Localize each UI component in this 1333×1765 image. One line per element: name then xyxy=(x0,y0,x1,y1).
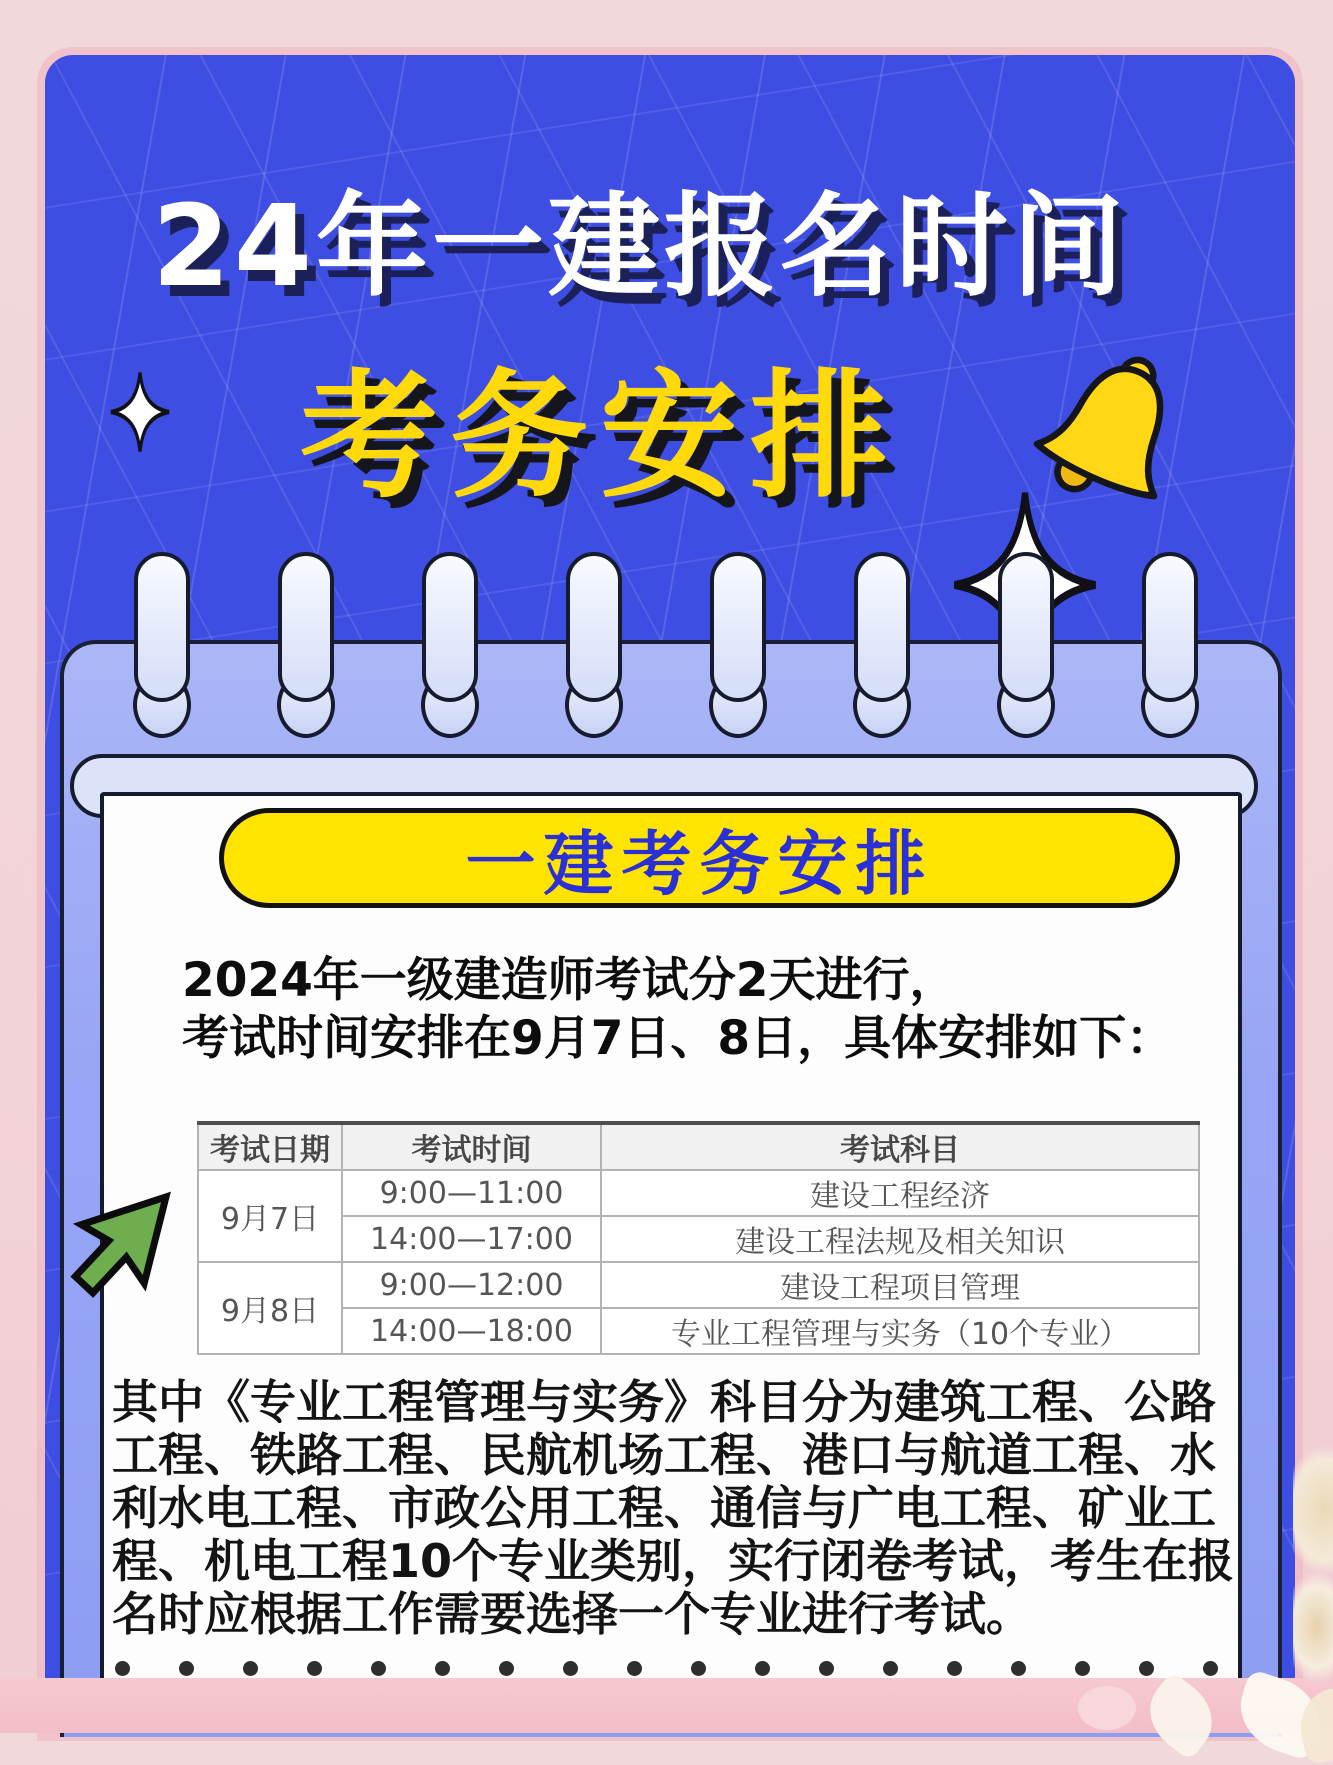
perforation-dot xyxy=(435,1661,450,1676)
perforation-dot xyxy=(627,1661,642,1676)
intro-text xyxy=(182,952,1222,1068)
cell-subject: 建设工程经济 xyxy=(601,1170,1199,1216)
perforation-dot xyxy=(819,1661,834,1676)
spiral-ring xyxy=(998,552,1056,742)
header-exam-subject: 考试科目 xyxy=(601,1123,1199,1170)
perforation-dot xyxy=(1203,1661,1218,1676)
perforation-dot xyxy=(1075,1661,1090,1676)
perforation-dot xyxy=(243,1661,258,1676)
perforation-dot xyxy=(883,1661,898,1676)
perforation-dot xyxy=(1011,1661,1026,1676)
spiral-ring xyxy=(710,552,768,742)
spiral-ring xyxy=(1142,552,1200,742)
perforation-dot xyxy=(499,1661,514,1676)
cell-time: 9:00—11:00 xyxy=(342,1170,601,1216)
perforation-dot xyxy=(563,1661,578,1676)
table-row xyxy=(198,1262,1199,1308)
spiral-ring xyxy=(278,552,336,742)
perforation-dot xyxy=(691,1661,706,1676)
spiral-ring xyxy=(854,552,912,742)
cell-time: 9:00—12:00 xyxy=(342,1262,601,1308)
perforation-dot xyxy=(371,1661,386,1676)
section-badge xyxy=(219,808,1180,908)
detail-paragraph: 其中《专业工程管理与实务》科目分为建筑工程、公路工程、铁路工程、民航机场工程、港口与航道工程、水利水电工程、市政公用工程、通信与广电工程、矿业工程、机电工程10个专业类别，实行闭卷考试，考生在报名时应根据工作需要选择一个专业进行考试。 xyxy=(112,1375,1235,1641)
poster-title-line1: 24年一建报名时间 xyxy=(152,182,1128,312)
perforation-dot xyxy=(947,1661,962,1676)
exam-schedule xyxy=(197,1121,1200,1355)
poster-title-line2: 考务安排 xyxy=(299,356,900,517)
cell-time: 14:00—17:00 xyxy=(342,1216,601,1262)
cell-subject: 专业工程管理与实务（10个专业） xyxy=(601,1308,1199,1354)
header-exam-date: 考试日期 xyxy=(198,1123,342,1170)
cell-subject: 建设工程项目管理 xyxy=(601,1262,1199,1308)
cell-date-day1: 9月7日 xyxy=(198,1170,342,1262)
table-row xyxy=(198,1216,1199,1262)
scallop-decor xyxy=(1078,1686,1136,1730)
exam-schedule-table xyxy=(197,1121,1200,1355)
sparkle-icon-small xyxy=(109,370,171,454)
spiral-ring xyxy=(422,552,480,742)
table-header-row xyxy=(198,1123,1199,1170)
table-row xyxy=(198,1308,1199,1354)
section-badge-label: 一建考务安排 xyxy=(465,822,934,905)
spiral-ring xyxy=(566,552,624,742)
perforation-dot xyxy=(1139,1661,1154,1676)
spiral-ring xyxy=(134,552,192,742)
flower-decor xyxy=(1293,1432,1333,1692)
header-exam-time: 考试时间 xyxy=(342,1123,601,1170)
perforation-dot xyxy=(755,1661,770,1676)
cell-subject: 建设工程法规及相关知识 xyxy=(601,1216,1199,1262)
perforation-dot xyxy=(179,1661,194,1676)
intro-line2: 考试时间安排在9月7日、8日，具体安排如下： xyxy=(182,1011,1174,1066)
intro-line1: 2024年一级建造师考试分2天进行， xyxy=(182,953,957,1008)
cell-date-day2: 9月8日 xyxy=(198,1262,342,1354)
cursor-arrow-icon xyxy=(48,1168,198,1318)
perforation-dot xyxy=(115,1661,130,1676)
table-row xyxy=(198,1170,1199,1216)
cell-time: 14:00—18:00 xyxy=(342,1308,601,1354)
perforation-dot xyxy=(307,1661,322,1676)
